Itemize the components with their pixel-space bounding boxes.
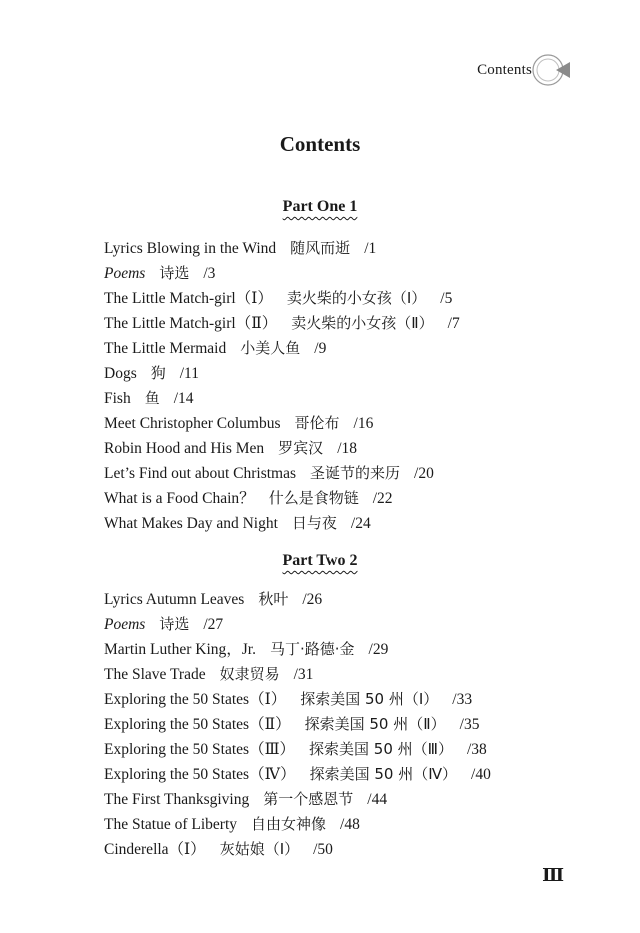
entry-title-zh: 日与夜 [291, 514, 337, 532]
entry-page: /26 [302, 591, 323, 608]
entry-title: Lyrics Autumn Leaves [104, 591, 245, 608]
entry-page: /16 [353, 415, 374, 432]
entry-page: /48 [340, 816, 360, 833]
entry-page: /24 [350, 515, 371, 532]
toc-entry[interactable] [104, 411, 460, 436]
entry-page: /50 [313, 841, 333, 858]
entry-title: Exploring the 50 States（Ⅳ） [104, 766, 296, 783]
entry-page: /14 [173, 390, 194, 407]
entry-title: Meet Christopher Columbus [104, 415, 281, 432]
entry-page: /29 [368, 641, 389, 658]
toc-entry[interactable] [104, 436, 460, 461]
part-heading-label: Part One 1 [282, 198, 358, 215]
toc-entry[interactable] [104, 762, 491, 787]
entry-title-zh: 卖火柴的小女孩（Ⅰ） [286, 289, 427, 307]
entry-page: /35 [459, 716, 480, 733]
entry-title-zh: 诗选 [159, 264, 190, 282]
toc-entry[interactable] [104, 612, 491, 637]
part-heading-one [0, 198, 640, 217]
page-title: Contents [279, 132, 361, 156]
entry-page: /11 [179, 365, 199, 382]
entry-page: /5 [440, 290, 453, 307]
entry-title: Exploring the 50 States（Ⅰ） [104, 691, 287, 708]
toc-list-part-two [104, 587, 491, 862]
entry-page: /3 [203, 265, 216, 282]
running-header [477, 50, 572, 90]
entry-page: /9 [314, 340, 327, 357]
entry-title: The Little Match-girl（Ⅰ） [104, 290, 273, 307]
entry-title: Poems [104, 616, 146, 633]
entry-title-zh: 哥伦布 [294, 414, 340, 432]
part-heading-two [0, 552, 640, 571]
entry-title: What Makes Day and Night [104, 515, 278, 532]
toc-entry[interactable] [104, 637, 491, 662]
toc-entry[interactable] [104, 812, 491, 837]
arrow-circle-icon [532, 50, 572, 90]
entry-title-zh: 卖火柴的小女孩（Ⅱ） [291, 314, 434, 332]
entry-title-zh: 诗选 [159, 615, 190, 633]
entry-title: Exploring the 50 States（Ⅱ） [104, 716, 291, 733]
entry-title-zh: 鱼 [144, 389, 160, 407]
toc-entry[interactable] [104, 261, 460, 286]
entry-title-zh: 罗宾汉 [278, 439, 324, 457]
entry-title-zh: 探索美国 50 州（Ⅳ） [309, 765, 458, 783]
toc-entry[interactable] [104, 486, 460, 511]
entry-title-zh: 自由女神像 [251, 815, 327, 833]
toc-entry[interactable] [104, 311, 460, 336]
entry-title-zh: 第一个感恩节 [263, 790, 354, 808]
entry-title-zh: 秋叶 [258, 590, 289, 608]
entry-page: /7 [447, 315, 460, 332]
toc-entry[interactable] [104, 662, 491, 687]
entry-title: The Slave Trade [104, 666, 206, 683]
entry-page: /27 [203, 616, 224, 633]
toc-entry[interactable] [104, 787, 491, 812]
entry-title: Robin Hood and His Men [104, 440, 265, 457]
entry-title: The First Thanksgiving [104, 791, 250, 808]
entry-title: The Statue of Liberty [104, 816, 237, 833]
entry-page: /18 [337, 440, 357, 457]
entry-title: Exploring the 50 States（Ⅲ） [104, 741, 296, 758]
page-number: Ⅲ [542, 865, 564, 885]
entry-title: Fish [104, 390, 131, 407]
toc-entry[interactable] [104, 587, 491, 612]
entry-title: Poems [104, 265, 146, 282]
toc-entry[interactable] [104, 286, 460, 311]
toc-entry[interactable] [104, 712, 491, 737]
toc-list-part-one [104, 236, 460, 536]
entry-title: The Little Mermaid [104, 340, 227, 357]
entry-title-zh: 随风而逝 [290, 239, 351, 257]
toc-entry[interactable] [104, 837, 491, 862]
entry-page: /40 [471, 766, 491, 783]
running-header-label: Contents [477, 61, 532, 78]
entry-page: /44 [367, 791, 388, 808]
entry-title-zh: 探索美国 50 州（Ⅱ） [304, 715, 446, 733]
entry-title-zh: 圣诞节的来历 [310, 464, 401, 482]
entry-page: /31 [293, 666, 314, 683]
entry-title-zh: 狗 [150, 364, 166, 382]
part-heading-label: Part Two 2 [282, 552, 358, 569]
toc-entry[interactable] [104, 386, 460, 411]
toc-entry[interactable] [104, 737, 491, 762]
entry-title: Cinderella（Ⅰ） [104, 841, 206, 858]
toc-entry[interactable] [104, 236, 460, 261]
toc-entry[interactable] [104, 361, 460, 386]
entry-title-zh: 马丁·路德·金 [269, 640, 355, 658]
entry-page: /20 [414, 465, 434, 482]
entry-title-zh: 什么是食物链 [268, 489, 359, 507]
entry-title-zh: 小美人鱼 [240, 339, 301, 357]
entry-page: /22 [372, 490, 393, 507]
entry-title: Martin Luther King，Jr. [104, 641, 256, 658]
entry-page: /33 [452, 691, 473, 708]
toc-entry[interactable] [104, 461, 460, 486]
entry-page: /38 [467, 741, 487, 758]
toc-entry[interactable] [104, 511, 460, 536]
toc-entry[interactable] [104, 336, 460, 361]
toc-entry[interactable] [104, 687, 491, 712]
entry-title-zh: 灰姑娘（Ⅰ） [219, 840, 300, 858]
entry-title: The Little Match-girl（Ⅱ） [104, 315, 278, 332]
entry-page: /1 [364, 240, 377, 257]
entry-title-zh: 探索美国 50 州（Ⅰ） [300, 690, 439, 708]
entry-title: Dogs [104, 365, 137, 382]
entry-title: Let’s Find out about Christmas [104, 465, 297, 482]
entry-title: What is a Food Chain？ [104, 490, 255, 507]
entry-title: Lyrics Blowing in the Wind [104, 240, 277, 257]
entry-title-zh: 奴隶贸易 [219, 665, 280, 683]
entry-title-zh: 探索美国 50 州（Ⅲ） [309, 740, 453, 758]
